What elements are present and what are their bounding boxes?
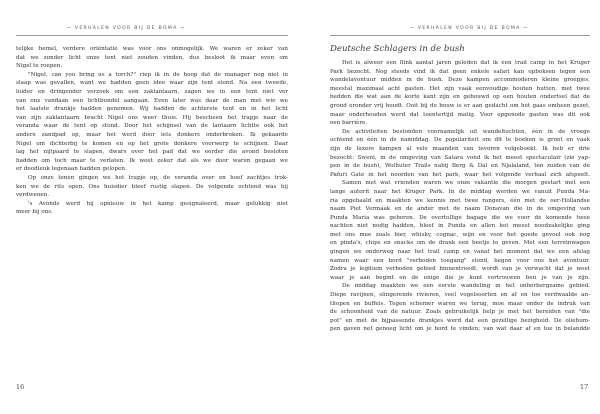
text-line: Zodra je legitiem verboden gebied binnentreedt, wordt van je verwacht dat je weet: [330, 266, 590, 273]
text-line: wandelavontuur midden in de bush. Deze kampen accommoderen kleine groepjes,: [330, 77, 590, 84]
header-rule: [330, 35, 590, 36]
text-line: ochtend en één in de namiddag. De populariteit om dit te boeken is groot en vaak: [330, 137, 590, 144]
text-line: meestal maximaal acht gasten. Het zijn vaak eenvoudige houten hutten, met twee: [330, 85, 590, 92]
text-line: van zijn zaklantaarn bracht Nigel ons weer thuis. Hij bescheen het trapje naar de: [16, 114, 288, 121]
text-line: een barrière.: [330, 120, 368, 127]
text-line: lange autorit naar het Kruger Park. In de middag werden we vanuit Punda Ma-: [330, 188, 590, 195]
text-line: gingen we onderweg naar het trail camp en vanaf het moment dat we een afslag: [330, 249, 590, 256]
text-line: de schoonheid van de natuur. Zoals gebruikelijk help je met het bereiden van "die: [330, 309, 590, 316]
text-line: Pafuri Gate in het noorden van het park, waar het volgende verhaal zich afspeelt.: [330, 171, 590, 178]
text-line: lag het nijlpaard te slapen, dwars over het pad dat we eerder die avond besloten: [16, 149, 288, 156]
text-line: bezocht: Sweni, in de omgeving van Satara vond ik het meest spectaculair (zie yap-: [330, 154, 590, 161]
text-line: pen in de bush), Wolhuter Trails nabij Berg & Dal en Njalaland, ten zuiden van de: [330, 163, 590, 170]
text-line: telijke hemel, verdere oriëntatie was voor ons onmogelijk. We waren er zeker van: [16, 46, 288, 52]
running-head: ~ VERHALEN VOOR BIJ DE BOMA ~: [67, 26, 186, 31]
text-line: bedden die wat aan de korte kant zijn en gebouwd op een houten ondertsel dat de: [330, 94, 590, 101]
text-line: ria opgehaald en maakten we kennis met twee rangers, één met de oer-Hollandse: [330, 197, 590, 204]
text-line: De activiteiten bestonden voornamelijk uit wandeltochten, één in de vroege: [342, 128, 590, 135]
text-line: Diepe ravijnen, slingerende rivieren, veel vogelsoorten en af en toe verdwaalde an-: [330, 292, 590, 299]
text-line: hadden om toch maar te verlaten. Ik weet zeker dat als we door waren gegaan we: [16, 157, 288, 164]
text-line: tilopen en buffels. Tegen schemer waren we terug, moe maar onder de indruk van: [330, 300, 590, 307]
text-line: maar onderhouden werd dat toentertijd matig. Voor opgenode gasten was dit ook: [330, 111, 590, 118]
text-line: De middag maakten we een eerste wandeling in het onherbergzame gebied.: [342, 283, 590, 290]
text-line: het laatste drankje hadden genomen. Wij hadden de achterste tent en in het licht: [16, 106, 288, 113]
text-line: verdwenen.: [16, 192, 50, 199]
text-line: slaap was gevallen, want we hadden geen idee waar zijn tent stond. Na een tweede,: [16, 80, 288, 87]
text-line: nachten niet nodig hadden, bleef in Punda en allen het meest noodzakelijke ging: [330, 223, 590, 230]
header-rule: [16, 35, 288, 36]
text-line: met ons mee zoals bier, whisky, cognac, wijn en voor het goede gevoel ook nog: [330, 231, 590, 238]
text-line: zijn de luxere kampen al vele maanden van tevoren volgeboekt. Ik heb er drie: [330, 145, 590, 152]
text-line: naam Piet Vermaak en de ander met de naam Donavan die in de omgeving van: [330, 206, 590, 213]
running-head: ~ VERHALEN VOOR BIJ DE BOMA ~: [410, 26, 529, 31]
text-line: andere zandpad op, maar het werd door iets donkers onderbroken. Ik gekaarde: [16, 131, 288, 138]
text-line: "Nigel, can you bring us a torch?" riep ik in de hoop dat de manager nog niet in: [28, 71, 288, 78]
text-line: grond eronder vrij houdt. Ooit bij de bouw is er aan gedacht om het gaas omheen gezet,: [330, 102, 590, 109]
text-line: Nigel te roepen.: [16, 63, 63, 70]
page-number: 16: [16, 383, 25, 391]
text-line: en pinda's, chips en snacks om de drank een beetje te geven. Met een terreinwagen: [330, 240, 590, 247]
text-line: er doodleuk tegenaan hadden gelopen.: [16, 166, 127, 173]
text-line: pen gaven net genoeg licht om je bord te vinden; van wat daar af en toe in belandde: [330, 326, 590, 333]
chapter-title: Deutsche Schlagers in de bush: [330, 44, 465, 54]
text-line: Nigel om dichterbij te komen en op het grote donkere voorwerp te schijnen. Daar: [16, 140, 288, 147]
text-line: 's Avonds werd hij opnieuw in het kamp gesignaleerd, maar gelukkig niet: [28, 200, 288, 207]
page-number: 17: [580, 383, 589, 391]
text-line: ken we de rits open. Ons huisdier bleef rustig slapen. De volgende ochtend was hij: [16, 183, 288, 190]
text-line: meer bij ons.: [16, 209, 53, 216]
text-line: luider en dringender verzoek om een zaklantaarn, zagen we in een tent niet ver: [16, 88, 288, 95]
text-line: veranda waar de tent op stond. Door het schijnsel van de lantaarn lichtte ook het: [16, 123, 288, 130]
text-line: pot" en met de bijpassende drankjes werd dat een gezellige bezigheid. De oliebum-: [330, 317, 590, 324]
text-line: waar je aan begint en de enige die je kunt vertrouwen ben je van je zijn.: [330, 274, 590, 281]
right-page-body: [330, 59, 590, 334]
text-line: Samen met wat vrienden waren we onze vakantie die morgen gestart met een: [342, 180, 590, 187]
text-line: Punda Maria was geboren. De overtollige bagage die we voor de komende twee: [330, 214, 590, 221]
text-line: dat we zonder licht onze tent niet zouden vinden, dus besloot ik maar even om: [16, 54, 288, 61]
right-page: [300, 0, 600, 414]
text-line: Het is alweer een flink aantal jaren geleden dat ik een trail camp in het Kruger: [342, 60, 590, 66]
left-page-body: [16, 45, 288, 217]
text-line: Op onze tenen gingen we het trapje op, de veranda over en hoef zachtjes trok-: [28, 174, 288, 181]
text-line: van ons vandaan een lichtbundel aangaan. Even later was daar de man met wie we: [16, 97, 288, 104]
text-line: namen waar een bord "verboden toegang" stond, begon voor ons het avontuur.: [330, 257, 590, 264]
text-line: Park bezocht. Nog steeds vind ik dat geen enkele safari kan opboksen tegen een: [330, 68, 590, 75]
